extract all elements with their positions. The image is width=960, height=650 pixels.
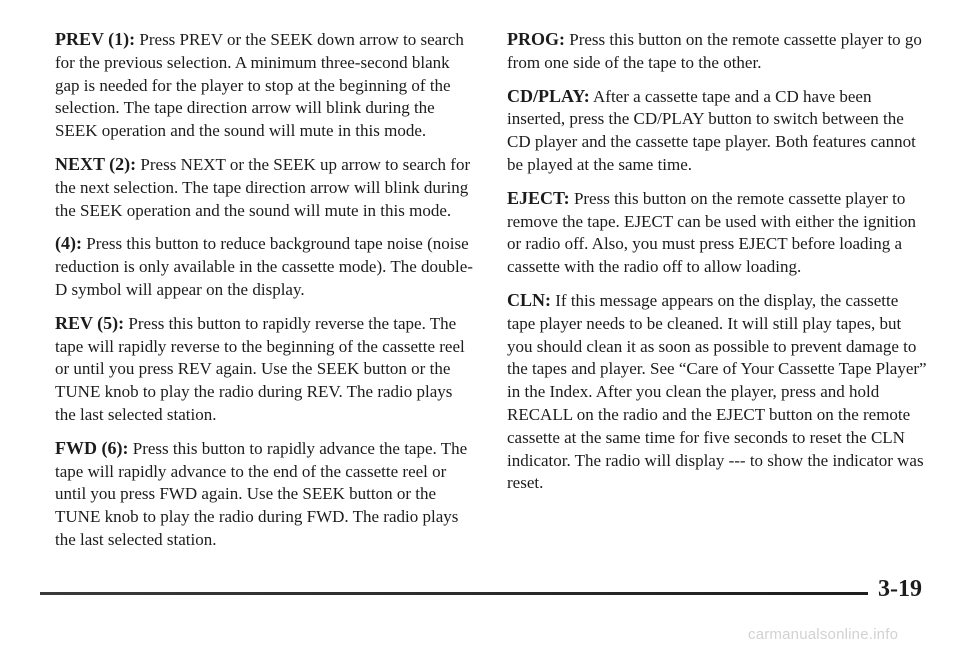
right-column (507, 28, 927, 505)
entry-term: PREV (1): (55, 29, 136, 49)
entry-term: CD/PLAY: (507, 85, 590, 106)
entry-term: NEXT (2): (55, 153, 137, 174)
entry-prev (55, 28, 473, 143)
entry-cd-play (507, 85, 927, 177)
watermark: carmanualsonline.info (748, 626, 899, 643)
page-number: 3-19 (878, 576, 922, 602)
left-column (55, 28, 473, 562)
entry-text: Press PREV or the SEEK down arrow to search for the previous selection. A minimum three-second blank gap is needed for the player to stop at the beginning of the selection. The tape direction arrow will blink during the SEEK operation and the sound will mute in this mode. (55, 30, 464, 141)
entry-text: Press NEXT or the SEEK up arrow to search for the next selection. The tape direction arrow will blink during the SEEK operation and the sound will mute in this mode. (55, 154, 471, 220)
entry-prog (507, 28, 927, 75)
entry-next (55, 153, 473, 222)
entry-text: After a cassette tape and a CD have been inserted, press the CD/PLAY button to switch between the CD player and the cassette tape player. Both features cannot be played at the same time. (507, 86, 916, 174)
entry-eject (507, 187, 927, 279)
entry-cln (507, 289, 927, 495)
entry-text: Press this button to rapidly reverse the tape. The tape will rapidly reverse to the beginning of the cassette reel or until you press REV again. Use the SEEK button or the TUNE knob to play the radio during REV. The radio plays the last selected station. (55, 313, 465, 424)
entry-text: Press this button on the remote cassette player to go from one side of the tape to the other. (507, 30, 922, 72)
entry-text: Press this button to rapidly advance the tape. The tape will rapidly advance to the end of the cassette reel or until you press FWD again. Use the SEEK button or the TUNE knob to play the radio during FWD. The radio plays the last selected station. (55, 438, 468, 549)
entry-noise-reduction (55, 232, 473, 301)
entry-term: PROG: (507, 29, 565, 49)
entry-term: FWD (6): (55, 437, 129, 458)
entry-text: Press this button on the remote cassette player to remove the tape. EJECT can be used with either the ignition or radio off. Also, you must press EJECT before loading a cassette with the radio off to allow loading. (507, 188, 916, 277)
entry-term: CLN: (507, 289, 551, 310)
entry-fwd (55, 437, 473, 552)
entry-term: REV (5): (55, 312, 125, 333)
entry-text: If this message appears on the display, the cassette tape player needs to be cleaned. It will still play tapes, but you should clean it as soon as possible to prevent damage to the tapes and player. See “Care of Your Cassette Tape Player” in the Index. After you clean the player, press and hold RECALL on the radio and the EJECT button on the remote cassette at the same time for five seconds to reset the CLN indicator. The radio will display --- to show the indicator was reset. (507, 290, 927, 493)
entry-rev (55, 312, 473, 427)
footer-rule (40, 592, 868, 595)
entry-term: (4): (55, 233, 82, 254)
entry-term: EJECT: (507, 187, 570, 208)
entry-text: Press this button to reduce background tape noise (noise reduction is only available in the cassette mode). The double-D symbol will appear on the display. (55, 234, 473, 299)
